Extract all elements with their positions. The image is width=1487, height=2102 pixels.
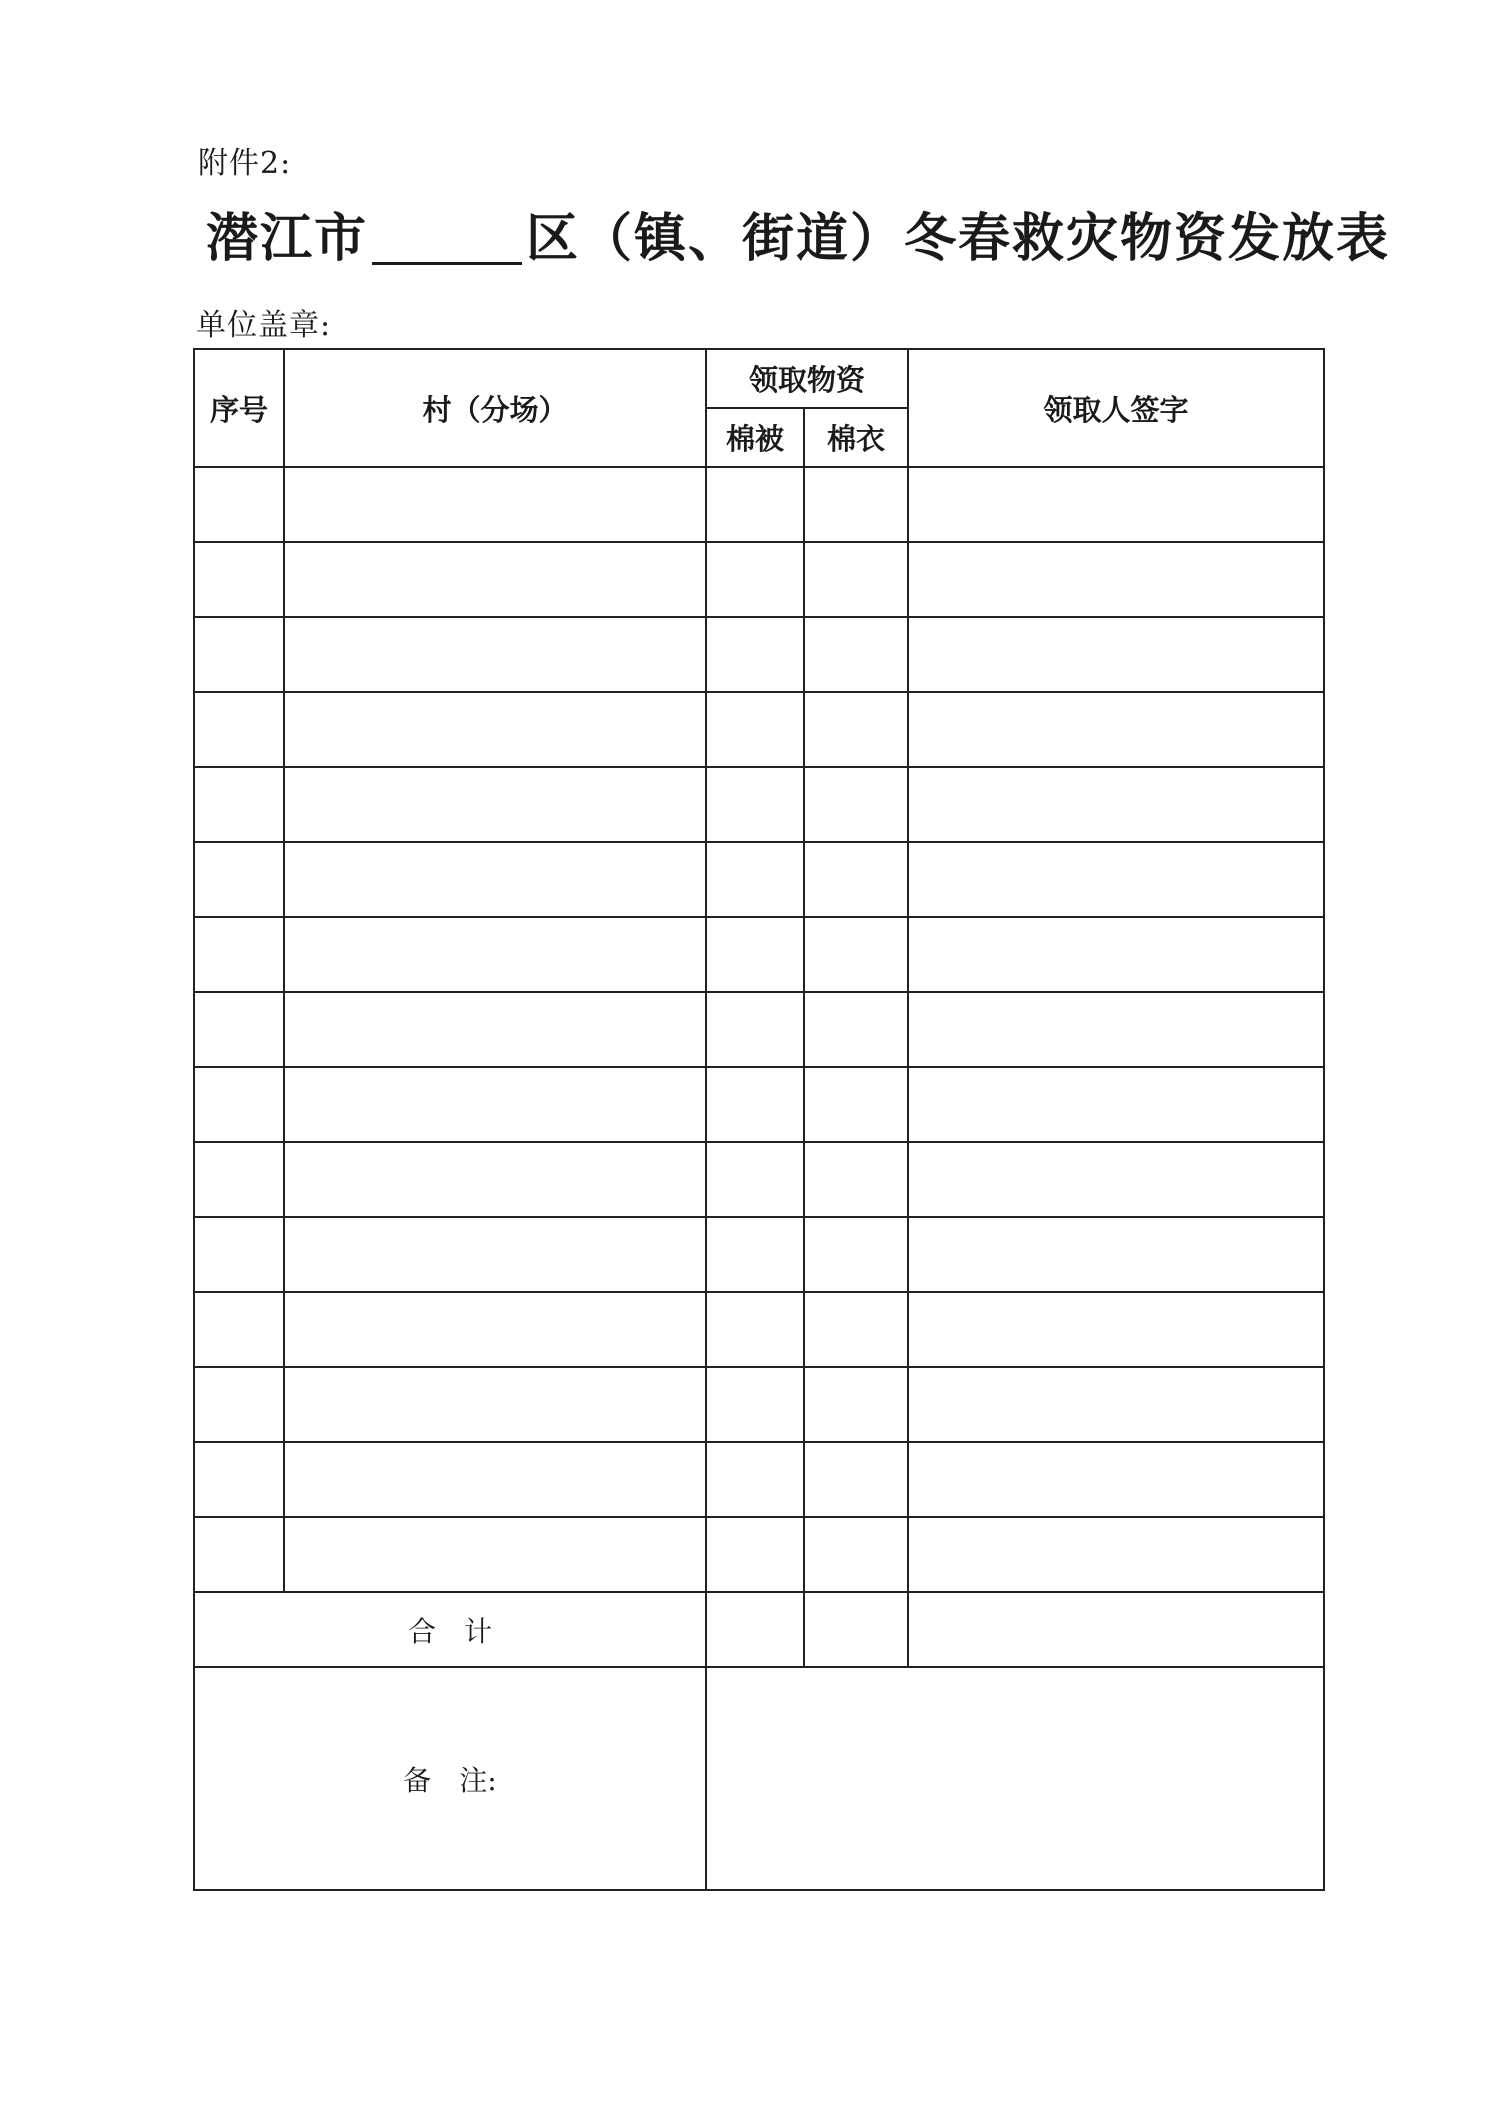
table-row [194, 1292, 1324, 1367]
village-cell[interactable] [284, 542, 706, 617]
quilt-cell[interactable] [706, 992, 804, 1067]
total-label: 合 计 [194, 1592, 706, 1667]
signature-cell[interactable] [908, 1292, 1324, 1367]
village-cell[interactable] [284, 1292, 706, 1367]
seq-cell[interactable] [194, 692, 284, 767]
header-coat: 棉衣 [804, 408, 908, 467]
header-signature: 领取人签字 [908, 349, 1324, 467]
quilt-cell[interactable] [706, 467, 804, 542]
signature-cell[interactable] [908, 917, 1324, 992]
signature-cell[interactable] [908, 842, 1324, 917]
village-cell[interactable] [284, 1367, 706, 1442]
signature-cell[interactable] [908, 542, 1324, 617]
table-row [194, 842, 1324, 917]
coat-cell[interactable] [804, 842, 908, 917]
remark-content-cell[interactable] [706, 1667, 1324, 1890]
coat-cell[interactable] [804, 1142, 908, 1217]
signature-cell[interactable] [908, 992, 1324, 1067]
seq-cell[interactable] [194, 1292, 284, 1367]
seq-cell[interactable] [194, 1067, 284, 1142]
table-row [194, 917, 1324, 992]
table-row [194, 1142, 1324, 1217]
seq-cell[interactable] [194, 917, 284, 992]
seq-cell[interactable] [194, 542, 284, 617]
quilt-cell[interactable] [706, 1067, 804, 1142]
quilt-cell[interactable] [706, 1292, 804, 1367]
table-row [194, 617, 1324, 692]
page-title [206, 196, 1390, 271]
quilt-cell[interactable] [706, 542, 804, 617]
village-cell[interactable] [284, 992, 706, 1067]
coat-cell[interactable] [804, 692, 908, 767]
table-row [194, 542, 1324, 617]
quilt-cell[interactable] [706, 917, 804, 992]
total-row [194, 1592, 1324, 1667]
quilt-cell[interactable] [706, 692, 804, 767]
signature-cell[interactable] [908, 617, 1324, 692]
coat-cell[interactable] [804, 617, 908, 692]
quilt-cell[interactable] [706, 1517, 804, 1592]
coat-cell[interactable] [804, 1517, 908, 1592]
title-prefix: 潜江市 [206, 208, 369, 269]
signature-cell[interactable] [908, 1442, 1324, 1517]
coat-cell[interactable] [804, 992, 908, 1067]
coat-cell[interactable] [804, 1067, 908, 1142]
seq-cell[interactable] [194, 1442, 284, 1517]
table-row [194, 992, 1324, 1067]
village-cell[interactable] [284, 1442, 706, 1517]
seq-cell[interactable] [194, 1142, 284, 1217]
village-cell[interactable] [284, 767, 706, 842]
signature-cell[interactable] [908, 1517, 1324, 1592]
coat-cell[interactable] [804, 1367, 908, 1442]
header-materials: 领取物资 [706, 349, 908, 408]
header-village: 村（分场） [284, 349, 706, 467]
table-row [194, 467, 1324, 542]
header-seq: 序号 [194, 349, 284, 467]
title-suffix: 区（镇、街道）冬春救灾物资发放表 [526, 208, 1391, 269]
seq-cell[interactable] [194, 842, 284, 917]
distribution-table [193, 348, 1325, 1891]
signature-cell[interactable] [908, 1217, 1324, 1292]
table-row [194, 692, 1324, 767]
total-coat-cell[interactable] [804, 1592, 908, 1667]
quilt-cell[interactable] [706, 1142, 804, 1217]
signature-cell[interactable] [908, 767, 1324, 842]
village-cell[interactable] [284, 1217, 706, 1292]
coat-cell[interactable] [804, 542, 908, 617]
table-row [194, 1517, 1324, 1592]
seal-label: 单位盖章: [196, 308, 332, 343]
village-cell[interactable] [284, 1517, 706, 1592]
signature-cell[interactable] [908, 1367, 1324, 1442]
seq-cell[interactable] [194, 767, 284, 842]
attachment-label: 附件2: [198, 146, 292, 181]
coat-cell[interactable] [804, 467, 908, 542]
table-row [194, 1442, 1324, 1517]
remark-label: 备 注: [194, 1667, 706, 1890]
quilt-cell[interactable] [706, 1367, 804, 1442]
signature-cell[interactable] [908, 1142, 1324, 1217]
quilt-cell[interactable] [706, 617, 804, 692]
signature-cell[interactable] [908, 1067, 1324, 1142]
seq-cell[interactable] [194, 1517, 284, 1592]
table-row [194, 1367, 1324, 1442]
quilt-cell[interactable] [706, 842, 804, 917]
total-signature-cell[interactable] [908, 1592, 1324, 1667]
seq-cell[interactable] [194, 1217, 284, 1292]
coat-cell[interactable] [804, 1292, 908, 1367]
quilt-cell[interactable] [706, 1217, 804, 1292]
village-cell[interactable] [284, 692, 706, 767]
total-quilt-cell[interactable] [706, 1592, 804, 1667]
signature-cell[interactable] [908, 467, 1324, 542]
table-row [194, 1067, 1324, 1142]
seq-cell[interactable] [194, 617, 284, 692]
village-cell[interactable] [284, 842, 706, 917]
coat-cell[interactable] [804, 767, 908, 842]
table-row [194, 767, 1324, 842]
header-quilt: 棉被 [706, 408, 804, 467]
coat-cell[interactable] [804, 1442, 908, 1517]
seq-cell[interactable] [194, 992, 284, 1067]
signature-cell[interactable] [908, 692, 1324, 767]
village-cell[interactable] [284, 617, 706, 692]
seq-cell[interactable] [194, 1367, 284, 1442]
table-row [194, 1217, 1324, 1292]
village-cell[interactable] [284, 1067, 706, 1142]
quilt-cell[interactable] [706, 767, 804, 842]
header-row [194, 349, 1324, 408]
quilt-cell[interactable] [706, 1442, 804, 1517]
coat-cell[interactable] [804, 917, 908, 992]
remark-row [194, 1667, 1324, 1890]
seq-cell[interactable] [194, 467, 284, 542]
district-blank-line [372, 214, 522, 265]
village-cell[interactable] [284, 917, 706, 992]
village-cell[interactable] [284, 1142, 706, 1217]
coat-cell[interactable] [804, 1217, 908, 1292]
village-cell[interactable] [284, 467, 706, 542]
